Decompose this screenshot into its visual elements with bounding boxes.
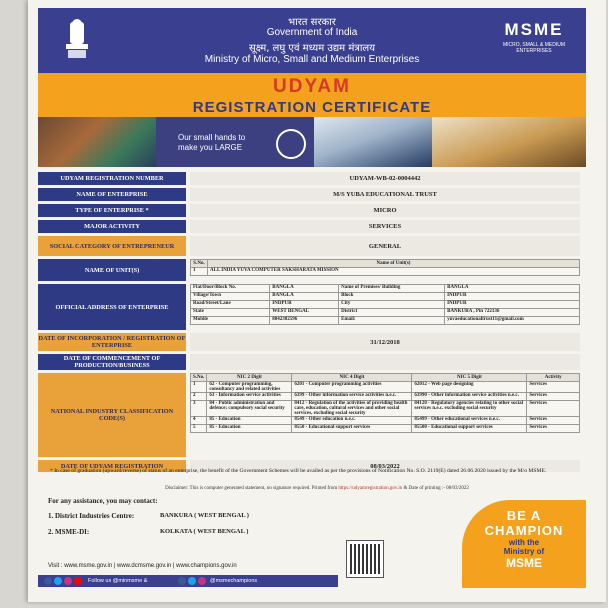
ministry-hindi: सूक्ष्म, लघु एवं मध्यम उद्यम मंत्रालय (249, 43, 375, 54)
value-nic-codes (190, 373, 580, 457)
nic-header-4digit: NIC 4 Digit (292, 374, 412, 382)
unit-header-sno: S.No. (191, 260, 208, 268)
banner-photo-craft (432, 117, 586, 167)
row-nic-codes (38, 373, 586, 457)
nic-cell: 4 (191, 417, 207, 425)
label-udyam-date: DATE OF UDYAM REGISTRATION (38, 460, 186, 472)
table-row (191, 417, 580, 425)
value-incorporation-date: 31/12/2018 (190, 333, 580, 351)
nic-cell: 3 (191, 401, 207, 417)
contact-dic-value: BANKURA ( WEST BENGAL ) (160, 512, 249, 519)
contact-msme-value: KOLKATA ( WEST BENGAL ) (160, 528, 249, 535)
table-row (191, 401, 580, 417)
nic-header-sno: S.No. (191, 374, 207, 382)
address-value: BANGLA (445, 285, 580, 293)
address-key: Name of Premises/ Building (339, 285, 445, 293)
table-row (191, 293, 580, 301)
disclaimer-link[interactable]: https://udyamregistration.gov.in (338, 486, 403, 491)
msme-logo-sub: MICRO, SMALL & MEDIUM ENTERPRISES (502, 42, 566, 54)
label-commencement-date: DATE OF COMMENCEMENT OF PRODUCTION/BUSINESS (38, 354, 186, 370)
row-enterprise-type (38, 204, 586, 217)
table-row (191, 425, 580, 433)
contact-heading: For any assistance, you may contact: (48, 497, 158, 505)
address-value: INDPUR (270, 301, 339, 309)
banner-photo-artisan (38, 117, 156, 167)
nic-cell: 6399 - Other information service activities n.e.c. (292, 393, 412, 401)
youtube-icon[interactable] (74, 577, 82, 585)
address-key: District (339, 309, 445, 317)
row-enterprise-name (38, 188, 586, 201)
banner-photo-office (314, 117, 432, 167)
address-value: BANGLA (270, 293, 339, 301)
row-incorporation-date (38, 333, 586, 351)
facebook-icon[interactable] (44, 577, 52, 585)
address-key: Block (339, 293, 445, 301)
disclaimer-date: & Date of printing :- 08/03/2022 (403, 486, 469, 491)
champion-line-4: Ministry of (503, 547, 545, 556)
nic-cell: 62012 - Web page designing (412, 382, 527, 393)
header-band (38, 8, 586, 73)
nic-cell: 8549 - Other education n.e.c. (292, 417, 412, 425)
disclaimer-text: Disclaimer: This is computer generated statement, no signature required. Printed from (165, 486, 338, 491)
address-key: State (191, 309, 270, 317)
value-enterprise-type: MICRO (190, 204, 580, 217)
nic-cell: 1 (191, 382, 207, 393)
twitter-icon[interactable] (54, 577, 62, 585)
nic-cell: 85 - Education (207, 425, 292, 433)
follow-text-2: @msmechampions (210, 578, 258, 584)
unit-cell-name: ALL INDIA YUVA COMPUTER SAKSHARATA MISSION (208, 268, 580, 276)
value-major-activity: SERVICES (190, 220, 580, 233)
nic-cell: 85 - Education (207, 417, 292, 425)
value-enterprise-name: M/S YUBA EDUCATIONAL TRUST (190, 188, 580, 201)
table-row (191, 268, 580, 276)
follow-text: Follow us @minmsme & (88, 578, 148, 584)
table-row (191, 317, 580, 325)
label-reg-number: UDYAM REGISTRATION NUMBER (38, 172, 186, 185)
row-official-address (38, 284, 586, 330)
address-value: 8042302596 (270, 317, 339, 325)
label-nic-codes: NATIONAL INDUSTRY CLASSIFICATION CODE(S) (38, 373, 186, 457)
instagram-icon[interactable] (64, 577, 72, 585)
address-key: Road/Street/Lane (191, 301, 270, 309)
nic-cell: 2 (191, 393, 207, 401)
champion-line-3: with the (508, 538, 540, 547)
banner-tagline (178, 133, 245, 153)
champion-line-2: CHAMPION (484, 523, 564, 538)
nic-table (190, 373, 580, 433)
label-enterprise-type: TYPE OF ENTERPRISE * (38, 204, 186, 217)
nic-cell: 84120 - Regulatory agencies relating to other social services n.e.c. excluding social security (412, 401, 527, 417)
nic-cell: Services (527, 393, 580, 401)
disclaimer (28, 486, 606, 491)
nic-cell: Services (527, 401, 580, 417)
label-unit-names: NAME OF UNIT(S) (38, 259, 186, 281)
address-value: BANKURA , Pin 722136 (445, 309, 580, 317)
label-incorporation-date: DATE OF INCORPORATION / REGISTRATION OF ENTERPRISE (38, 335, 186, 349)
label-social-category: SOCIAL CATEGORY OF ENTREPRENEUR (38, 236, 186, 256)
nic-cell: 63990 - Other information service activities n.e.c. (412, 393, 527, 401)
address-value: yuvaeducationaltrust11@gmail.com (445, 317, 580, 325)
label-enterprise-name: NAME OF ENTERPRISE (38, 188, 186, 201)
title-registration-certificate: REGISTRATION CERTIFICATE (192, 99, 432, 116)
address-value: INDPUR (445, 301, 580, 309)
label-major-activity: MAJOR ACTIVITY (38, 220, 186, 233)
value-social-category: GENERAL (190, 236, 580, 256)
address-key: Mobile (191, 317, 270, 325)
row-unit-names (38, 259, 586, 281)
certificate-page (28, 0, 606, 602)
qr-pattern (350, 544, 380, 574)
nic-cell: 8550 - Educational support services (292, 425, 412, 433)
banner-strip (38, 117, 586, 167)
chakra-icon (276, 129, 306, 159)
unit-table (190, 259, 580, 276)
nic-cell: Services (527, 382, 580, 393)
address-key: Flat/Door/Block No. (191, 285, 270, 293)
address-key: Village/Town (191, 293, 270, 301)
unit-cell-sno: 1 (191, 268, 208, 276)
nic-cell: 85500 - Educational support services (412, 425, 527, 433)
address-value: BANGLA (270, 285, 339, 293)
champion-badge (462, 500, 586, 588)
footnote: * In case of graduation (upward/reverse) of status of an enterprise, the benefit of the Government Schemes will be availed as per the provisions of Notification No. S.O. 2119(E) dated 26.06.2020 issued by the M/o MSME. (50, 468, 547, 474)
nic-header-5digit: NIC 5 Digit (412, 374, 527, 382)
row-reg-number (38, 172, 586, 185)
nic-cell: 85499 - Other educational services n.e.c. (412, 417, 527, 425)
row-major-activity (38, 220, 586, 233)
instagram-icon[interactable] (198, 577, 206, 585)
nic-cell: 63 - Information service activities (207, 393, 292, 401)
banner-tagline-1: Our small hands to (178, 133, 246, 142)
nic-cell: Services (527, 417, 580, 425)
value-commencement-date (190, 354, 580, 370)
nic-header-2digit: NIC 2 Digit (207, 374, 292, 382)
nic-cell: 84 - Public administration and defence; compulsory social security (207, 401, 292, 417)
nic-cell: Services (527, 425, 580, 433)
twitter-icon[interactable] (188, 577, 196, 585)
nic-cell: 6201 - Computer programming activities (292, 382, 412, 393)
address-table (190, 284, 580, 325)
nic-header-activity: Activity (527, 374, 580, 382)
value-official-address (190, 284, 580, 330)
row-commencement-date (38, 354, 586, 370)
value-reg-number: UDYAM-WB-02-0004442 (190, 172, 580, 185)
msme-logo (492, 20, 576, 56)
champion-line-1: BE A (506, 508, 542, 523)
gov-hindi: भारत सरकार (288, 17, 336, 28)
nic-cell: 62 - Computer programming, consultancy and related activities (207, 382, 292, 393)
row-social-category (38, 236, 586, 256)
title-udyam: UDYAM (273, 76, 351, 97)
address-value: INDPUR (445, 293, 580, 301)
unit-header-name: Name of Unit(s) (208, 260, 580, 268)
ministry-english: Ministry of Micro, Small and Medium Enterprises (204, 54, 420, 65)
table-row (191, 309, 580, 317)
visit-links[interactable]: Visit : www.msme.gov.in | www.dcmsme.gov.in | www.champions.gov.in (48, 563, 237, 569)
nic-cell: 5 (191, 425, 207, 433)
msme-logo-text: MSME (504, 20, 564, 39)
facebook-icon[interactable] (178, 577, 186, 585)
table-row (191, 301, 580, 309)
qr-code[interactable] (346, 540, 384, 578)
social-footer (38, 575, 338, 587)
table-row (191, 393, 580, 401)
label-official-address: OFFICIAL ADDRESS OF ENTERPRISE (38, 284, 186, 330)
table-row (191, 285, 580, 293)
title-band (38, 73, 586, 117)
banner-tagline-2: make you LARGE (178, 143, 243, 152)
address-key: Email: (339, 317, 445, 325)
champion-line-5: MSME (506, 556, 542, 570)
nic-cell: 8412 - Regulation of the activities of providing health care, education, cultural services and other social services, excluding social security (292, 401, 412, 417)
value-unit-names (190, 259, 580, 281)
value-udyam-date: 08/03/2022 (190, 460, 580, 472)
address-key: City (339, 301, 445, 309)
contact-msme-label: 2. MSME-DI: (48, 528, 90, 536)
contact-dic-label: 1. District Industries Centre: (48, 512, 135, 520)
address-value: WEST BENGAL (270, 309, 339, 317)
table-row (191, 382, 580, 393)
gov-english: Government of India (266, 27, 358, 38)
